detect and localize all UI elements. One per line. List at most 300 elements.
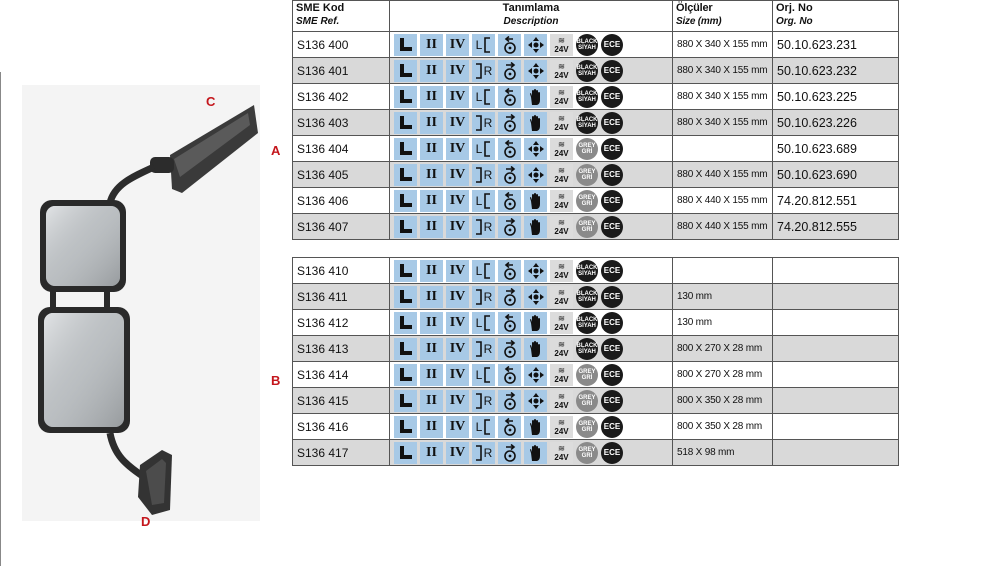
table-row [293, 284, 899, 310]
description-cell [390, 440, 673, 466]
ece-certification-badge [601, 164, 623, 186]
manual-adjust-hand-icon [524, 86, 547, 108]
sme-code-cell: S136 411 [293, 284, 390, 310]
color-label-bottom: GRİ [581, 452, 593, 459]
volt-label: 24V [554, 322, 569, 332]
original-number-cell [773, 388, 899, 414]
class-iv-label: IV [449, 140, 466, 156]
description-cell [390, 84, 673, 110]
side-label: L [475, 89, 483, 104]
description-icons [394, 336, 668, 361]
side-label: L [475, 37, 483, 52]
description-cell [390, 214, 673, 240]
description-icons [394, 214, 668, 239]
volt-label: 24V [554, 400, 569, 410]
description-cell [390, 284, 673, 310]
steering-wheel-icon [498, 60, 521, 82]
black-color-badge [576, 60, 598, 82]
header-code-tr: SME Kod [296, 2, 345, 14]
color-label-bottom: SİYAH [578, 44, 596, 51]
manual-adjust-hand-icon [524, 112, 547, 134]
steering-wheel-icon [498, 442, 521, 464]
mirror-type-icon [394, 260, 417, 282]
size-cell: 800 X 350 X 28 mm [673, 388, 773, 414]
class-ii-label: II [426, 114, 437, 130]
grey-color-badge [576, 416, 598, 438]
description-icons [394, 32, 668, 57]
header-code-en: SME Ref. [296, 16, 340, 27]
volt-label: 24V [554, 296, 569, 306]
class-iv-icon [446, 86, 469, 108]
class-ii-icon [420, 390, 443, 412]
heated-24v-icon [550, 416, 573, 438]
ece-certification-badge [601, 216, 623, 238]
original-number-cell: 74.20.812.551 [773, 188, 899, 214]
volt-label: 24V [554, 122, 569, 132]
class-iv-label: IV [449, 36, 466, 52]
page-left-rule [0, 72, 1, 566]
color-label-top: BLACK [576, 316, 598, 323]
class-ii-icon [420, 60, 443, 82]
size-cell: 880 X 440 X 155 mm [673, 188, 773, 214]
class-iv-label: IV [449, 166, 466, 182]
heating-waves-icon: ≋ [558, 165, 565, 175]
ece-certification-badge [601, 390, 623, 412]
size-cell: 130 mm [673, 284, 773, 310]
heating-waves-icon: ≋ [558, 261, 565, 271]
class-iv-icon [446, 286, 469, 308]
class-iv-icon [446, 442, 469, 464]
grey-color-badge [576, 442, 598, 464]
ece-label: ECE [603, 422, 621, 431]
side-label: R [483, 219, 493, 234]
left-side-icon [472, 364, 495, 386]
mirror-type-icon [394, 390, 417, 412]
description-icons [394, 258, 668, 283]
ece-label: ECE [603, 318, 621, 327]
class-ii-label: II [426, 166, 437, 182]
ece-certification-badge [601, 60, 623, 82]
class-ii-icon [420, 364, 443, 386]
heating-waves-icon: ≋ [558, 287, 565, 297]
steering-wheel-icon [498, 164, 521, 186]
electric-adjust-icon [524, 60, 547, 82]
class-ii-label: II [426, 140, 437, 156]
grey-color-badge [576, 164, 598, 186]
volt-label: 24V [554, 44, 569, 54]
heated-24v-icon [550, 190, 573, 212]
heated-24v-icon [550, 60, 573, 82]
left-side-icon [472, 190, 495, 212]
table-row [293, 362, 899, 388]
class-iv-label: IV [449, 262, 466, 278]
header-size-cell [673, 1, 773, 32]
grey-color-badge [576, 216, 598, 238]
sme-code-cell: S136 414 [293, 362, 390, 388]
table-row [293, 58, 899, 84]
original-number-cell [773, 310, 899, 336]
heated-24v-icon [550, 164, 573, 186]
steering-wheel-icon [498, 312, 521, 334]
sme-code-cell: S136 400 [293, 32, 390, 58]
color-label-top: GREY [578, 368, 596, 375]
description-cell [390, 414, 673, 440]
color-label-bottom: SİYAH [578, 70, 596, 77]
color-label-top: GREY [578, 420, 596, 427]
size-cell: 880 X 340 X 155 mm [673, 58, 773, 84]
color-label-bottom: SİYAH [578, 348, 596, 355]
heating-waves-icon: ≋ [558, 443, 565, 453]
original-number-cell: 50.10.623.232 [773, 58, 899, 84]
heating-waves-icon: ≋ [558, 417, 565, 427]
original-number-cell: 50.10.623.225 [773, 84, 899, 110]
product-photo-area [22, 85, 260, 521]
description-cell [390, 188, 673, 214]
callout-c: C [206, 94, 216, 109]
mirror-type-icon [394, 442, 417, 464]
size-cell: 880 X 440 X 155 mm [673, 214, 773, 240]
class-iv-label: IV [449, 314, 466, 330]
class-iv-label: IV [449, 62, 466, 78]
class-ii-icon [420, 216, 443, 238]
mirror-type-icon [394, 338, 417, 360]
heated-24v-icon [550, 260, 573, 282]
side-label: L [475, 419, 483, 434]
manual-adjust-hand-icon [524, 216, 547, 238]
mirror-type-icon [394, 60, 417, 82]
description-cell [390, 310, 673, 336]
header-size-tr: Ölçüler [676, 2, 713, 14]
class-ii-icon [420, 112, 443, 134]
ece-certification-badge [601, 138, 623, 160]
table-row [293, 188, 899, 214]
color-label-bottom: SİYAH [578, 270, 596, 277]
electric-adjust-icon [524, 286, 547, 308]
electric-adjust-icon [524, 34, 547, 56]
color-label-top: BLACK [576, 116, 598, 123]
black-color-badge [576, 260, 598, 282]
ece-certification-badge [601, 442, 623, 464]
original-number-cell [773, 362, 899, 388]
manual-adjust-hand-icon [524, 416, 547, 438]
mirror-type-icon [394, 286, 417, 308]
ece-label: ECE [603, 92, 621, 101]
electric-adjust-icon [524, 364, 547, 386]
steering-wheel-icon [498, 286, 521, 308]
header-size-en: Size (mm) [676, 16, 722, 27]
ece-certification-badge [601, 34, 623, 56]
spec-table [292, 0, 899, 466]
color-label-top: GREY [578, 168, 596, 175]
class-ii-icon [420, 138, 443, 160]
class-ii-label: II [426, 314, 437, 330]
class-iv-icon [446, 216, 469, 238]
header-org-en: Org. No [776, 16, 813, 27]
side-label: L [475, 193, 483, 208]
heating-waves-icon: ≋ [558, 139, 565, 149]
grey-color-badge [576, 190, 598, 212]
electric-adjust-icon [524, 138, 547, 160]
heating-waves-icon: ≋ [558, 87, 565, 97]
ece-label: ECE [603, 344, 621, 353]
class-iv-icon [446, 112, 469, 134]
description-icons [394, 58, 668, 83]
class-ii-label: II [426, 262, 437, 278]
size-cell [673, 136, 773, 162]
side-label: R [483, 115, 493, 130]
heating-waves-icon: ≋ [558, 61, 565, 71]
group-spacer-row [293, 240, 899, 258]
mirror-type-icon [394, 190, 417, 212]
mirror-type-icon [394, 34, 417, 56]
size-cell: 130 mm [673, 310, 773, 336]
mirror-type-icon [394, 138, 417, 160]
class-iv-label: IV [449, 114, 466, 130]
grey-color-badge [576, 364, 598, 386]
class-iv-label: IV [449, 192, 466, 208]
ece-label: ECE [603, 448, 621, 457]
original-number-cell: 50.10.623.690 [773, 162, 899, 188]
callout-a: A [271, 143, 281, 158]
ece-certification-badge [601, 312, 623, 334]
original-number-cell: 50.10.623.231 [773, 32, 899, 58]
header-org-cell [773, 1, 899, 32]
color-label-bottom: SİYAH [578, 96, 596, 103]
color-label-top: GREY [578, 194, 596, 201]
color-label-top: GREY [578, 394, 596, 401]
left-side-icon [472, 138, 495, 160]
mirror-type-icon [394, 112, 417, 134]
manual-adjust-hand-icon [524, 442, 547, 464]
description-cell [390, 258, 673, 284]
size-cell: 880 X 340 X 155 mm [673, 32, 773, 58]
steering-wheel-icon [498, 416, 521, 438]
sme-code-cell: S136 412 [293, 310, 390, 336]
class-iv-label: IV [449, 88, 466, 104]
size-cell: 518 X 98 mm [673, 440, 773, 466]
class-iv-icon [446, 312, 469, 334]
color-label-bottom: SİYAH [578, 122, 596, 129]
black-color-badge [576, 286, 598, 308]
left-side-icon [472, 260, 495, 282]
heating-waves-icon: ≋ [558, 191, 565, 201]
size-cell: 880 X 440 X 155 mm [673, 162, 773, 188]
sme-code-cell: S136 413 [293, 336, 390, 362]
class-iv-label: IV [449, 366, 466, 382]
color-label-top: BLACK [576, 264, 598, 271]
sme-code-cell: S136 407 [293, 214, 390, 240]
description-icons [394, 284, 668, 309]
table-row [293, 136, 899, 162]
class-ii-icon [420, 416, 443, 438]
heated-24v-icon [550, 138, 573, 160]
callout-b: B [271, 373, 281, 388]
description-icons [394, 310, 668, 335]
color-label-top: BLACK [576, 38, 598, 45]
size-cell: 800 X 350 X 28 mm [673, 414, 773, 440]
table-row [293, 258, 899, 284]
volt-label: 24V [554, 70, 569, 80]
mirror-assembly-illustration [22, 85, 260, 521]
heated-24v-icon [550, 34, 573, 56]
original-number-cell [773, 258, 899, 284]
class-iv-label: IV [449, 418, 466, 434]
size-cell: 880 X 340 X 155 mm [673, 110, 773, 136]
table-row [293, 84, 899, 110]
mirror-type-icon [394, 164, 417, 186]
sme-code-cell: S136 406 [293, 188, 390, 214]
black-color-badge [576, 338, 598, 360]
right-side-icon [472, 216, 495, 238]
heated-24v-icon [550, 216, 573, 238]
color-label-bottom: SİYAH [578, 296, 596, 303]
class-iv-icon [446, 60, 469, 82]
size-cell: 880 X 340 X 155 mm [673, 84, 773, 110]
description-cell [390, 136, 673, 162]
description-cell [390, 362, 673, 388]
color-label-top: BLACK [576, 290, 598, 297]
sme-code-cell: S136 403 [293, 110, 390, 136]
description-cell [390, 58, 673, 84]
class-ii-icon [420, 86, 443, 108]
heated-24v-icon [550, 286, 573, 308]
steering-wheel-icon [498, 364, 521, 386]
table-row [293, 440, 899, 466]
original-number-cell [773, 414, 899, 440]
steering-wheel-icon [498, 338, 521, 360]
black-color-badge [576, 34, 598, 56]
ece-certification-badge [601, 416, 623, 438]
original-number-cell [773, 440, 899, 466]
class-iv-label: IV [449, 218, 466, 234]
manual-adjust-hand-icon [524, 190, 547, 212]
color-label-top: GREY [578, 446, 596, 453]
mirror-type-icon [394, 364, 417, 386]
heated-24v-icon [550, 442, 573, 464]
class-ii-icon [420, 286, 443, 308]
side-label: L [475, 263, 483, 278]
heating-waves-icon: ≋ [558, 113, 565, 123]
volt-label: 24V [554, 200, 569, 210]
heated-24v-icon [550, 86, 573, 108]
description-cell [390, 32, 673, 58]
ece-certification-badge [601, 86, 623, 108]
volt-label: 24V [554, 174, 569, 184]
class-ii-icon [420, 338, 443, 360]
black-color-badge [576, 86, 598, 108]
ece-certification-badge [601, 260, 623, 282]
table-row [293, 110, 899, 136]
class-iv-label: IV [449, 444, 466, 460]
description-icons [394, 136, 668, 161]
description-icons [394, 440, 668, 465]
class-ii-label: II [426, 366, 437, 382]
steering-wheel-icon [498, 138, 521, 160]
side-label: L [475, 367, 483, 382]
class-ii-icon [420, 164, 443, 186]
size-cell: 800 X 270 X 28 mm [673, 362, 773, 388]
description-icons [394, 362, 668, 387]
header-org-tr: Orj. No [776, 2, 813, 14]
spec-table-body [293, 1, 899, 466]
sme-code-cell: S136 410 [293, 258, 390, 284]
left-side-icon [472, 34, 495, 56]
class-iv-label: IV [449, 340, 466, 356]
header-code-cell [293, 1, 390, 32]
color-label-bottom: GRİ [581, 400, 593, 407]
ece-label: ECE [603, 196, 621, 205]
right-side-icon [472, 164, 495, 186]
description-cell [390, 388, 673, 414]
class-iv-icon [446, 164, 469, 186]
class-ii-icon [420, 260, 443, 282]
class-iv-icon [446, 390, 469, 412]
grey-color-badge [576, 138, 598, 160]
right-side-icon [472, 442, 495, 464]
color-label-top: GREY [578, 142, 596, 149]
electric-adjust-icon [524, 260, 547, 282]
ece-label: ECE [603, 144, 621, 153]
right-side-icon [472, 286, 495, 308]
heated-24v-icon [550, 390, 573, 412]
class-ii-label: II [426, 340, 437, 356]
volt-label: 24V [554, 348, 569, 358]
original-number-cell: 50.10.623.689 [773, 136, 899, 162]
class-ii-label: II [426, 192, 437, 208]
heated-24v-icon [550, 312, 573, 334]
description-icons [394, 162, 668, 187]
ece-label: ECE [603, 396, 621, 405]
heated-24v-icon [550, 112, 573, 134]
right-side-icon [472, 60, 495, 82]
ece-certification-badge [601, 112, 623, 134]
class-ii-label: II [426, 418, 437, 434]
volt-label: 24V [554, 270, 569, 280]
sme-code-cell: S136 404 [293, 136, 390, 162]
left-side-icon [472, 416, 495, 438]
color-label-top: BLACK [576, 90, 598, 97]
electric-adjust-icon [524, 390, 547, 412]
sme-code-cell: S136 415 [293, 388, 390, 414]
volt-label: 24V [554, 226, 569, 236]
grey-color-badge [576, 390, 598, 412]
ece-certification-badge [601, 364, 623, 386]
color-label-bottom: GRİ [581, 148, 593, 155]
ece-label: ECE [603, 118, 621, 127]
class-ii-label: II [426, 62, 437, 78]
left-side-icon [472, 86, 495, 108]
class-iv-icon [446, 338, 469, 360]
side-label: R [483, 393, 493, 408]
right-side-icon [472, 338, 495, 360]
header-desc-tr: Tanımlama [502, 2, 560, 14]
mirror-type-icon [394, 312, 417, 334]
class-ii-label: II [426, 88, 437, 104]
callout-d: D [141, 514, 151, 529]
class-ii-label: II [426, 444, 437, 460]
side-label: R [483, 63, 493, 78]
class-ii-label: II [426, 392, 437, 408]
table-row [293, 336, 899, 362]
steering-wheel-icon [498, 260, 521, 282]
electric-adjust-icon [524, 164, 547, 186]
ece-label: ECE [603, 370, 621, 379]
ece-certification-badge [601, 286, 623, 308]
left-side-icon [472, 312, 495, 334]
class-ii-label: II [426, 288, 437, 304]
ece-label: ECE [603, 292, 621, 301]
class-iv-label: IV [449, 392, 466, 408]
